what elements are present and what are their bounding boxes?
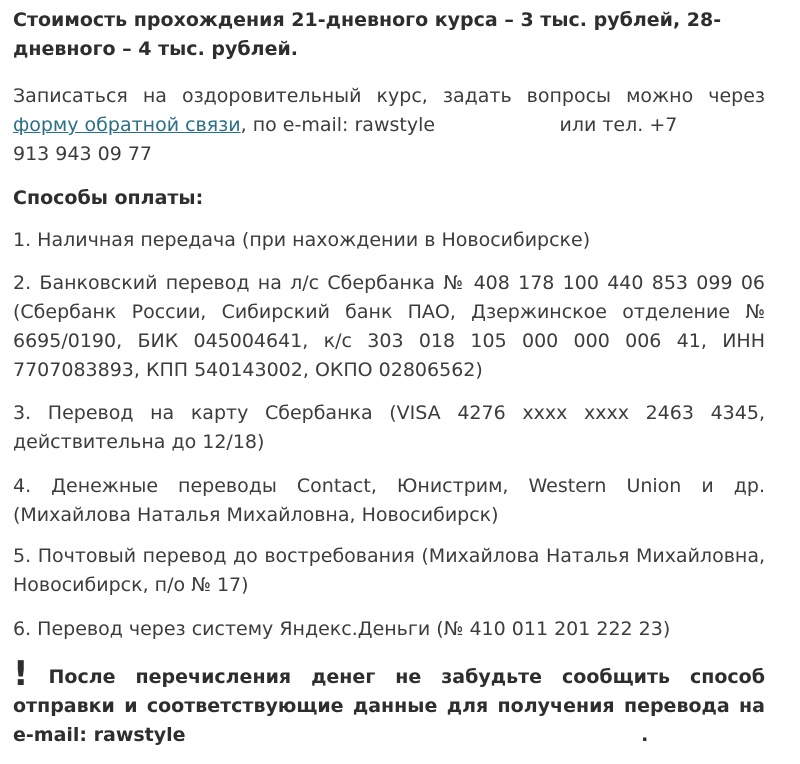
- payment-heading: Способы оплаты:: [13, 187, 204, 209]
- contact-lead: Записаться на оздоровительный курс, задать вопросы можно через: [13, 85, 765, 107]
- payment-method-3: 3. Перевод на карту Сбербанка (VISA 4276 xxxx xxxx 2463 4345, действительна до 12/18): [13, 402, 765, 453]
- notice-end: .: [641, 724, 649, 746]
- payment-method-2: 2. Банковский перевод на л/с Сбербанка № 408 178 100 440 853 099 06 (Сбербанк России, Сибирский банк ПАО, Дзержинское отделение № 6695/0190, БИК 045004641, к/с 303 018 105 000 000 006 41, ИНН 7707083893, КПП 540143002, ОКПО 02806562): [13, 272, 765, 381]
- notice-hidden-contact: @gmail.com или по тел. +7 913 943 09 77: [185, 724, 642, 746]
- contact-phone-label: или тел. +7: [553, 114, 678, 136]
- contact-email: , по e-mail: rawstyle: [240, 114, 436, 136]
- contact-paragraph: [13, 82, 765, 169]
- payment-method-5: 5. Почтовый перевод до востребования (Михайлова Наталья Михайловна, Новосибирск, п/о № 17): [13, 545, 765, 596]
- feedback-form-link[interactable]: форму обратной связи: [13, 114, 241, 136]
- contact-email-hidden: @gmail.com: [435, 114, 554, 136]
- course-cost-text: Стоимость прохождения 21-дневного курса – 3 тыс. рублей, 28-дневного – 4 тыс. рублей.: [13, 9, 722, 60]
- exclamation-icon: !: [13, 654, 29, 694]
- payment-method-1: 1. Наличная передача (при нахождении в Новосибирске): [13, 229, 591, 251]
- payment-method-6: 6. Перевод через систему Яндекс.Деньги (№ 410 011 201 222 23): [13, 618, 671, 640]
- payment-method-4: 4. Денежные переводы Contact, Юнистрим, Western Union и др. (Михайлова Наталья Михайловна, Новосибирск): [13, 475, 765, 526]
- notice-paragraph: [13, 654, 765, 750]
- notice-text: После перечисления денег не забудьте сообщить способ отправки и соответствующие данные для получения перевода на e-mail: rawstyle: [13, 666, 765, 746]
- contact-phone: 913 943 09 77: [13, 143, 153, 165]
